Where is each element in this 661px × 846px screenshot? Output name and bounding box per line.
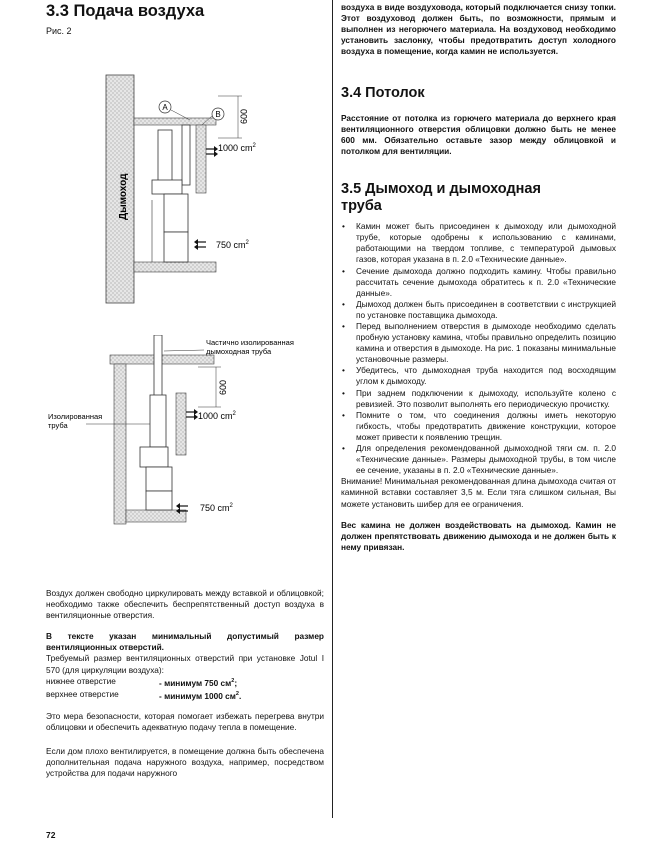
chimney-label: Дымоход [118, 173, 129, 220]
vent-bottom-label: 750 $cm^2$ [216, 240, 249, 250]
dimension-600-2: 600 [218, 379, 228, 395]
list-item: • Убедитесь, что дымоходная труба находится под восходящим углом к дымоходу. [341, 365, 616, 387]
paragraph-weight: Вес камина не должен воздействовать на дымоход. Камин не должен препятствовать движению дымохода и не должен быть к нему привязан. [341, 519, 616, 552]
air-supply-diagram-2 [46, 335, 316, 530]
label-insulated-2: труба [48, 421, 68, 430]
callout-b: B [215, 110, 221, 119]
paragraph-duct-continued: воздуха в виде воздуховода, который подключается снизу топки. Этот воздуховод должен быть, по возможности, прямым и выполнен из негорючего материала. На воздуховод необходимо установить заслонку, чтобы предотвратить доступ холодного воздуха в помещение, когда камин не используется. [341, 2, 616, 57]
row-lower-opening: нижнее отверстие - минимум 750 $см^2$; [46, 675, 238, 688]
paragraph-safety: Это мера безопасности, которая помогает избежать перегрева внутри облицовки и обеспечить адекватную подачу тепла в помещение. [46, 711, 324, 733]
section-heading-3-5: 3.5 Дымоход и дымоходная труба [341, 180, 541, 215]
label-partially-insulated: Частично изолированная [206, 338, 294, 347]
list-item: • При заднем подключении к дымоходу, используйте колено с ревизией. Это позволит выполнять его периодическую прочистку. [341, 388, 616, 410]
list-item: • Перед выполнением отверстия в дымоходе необходимо сделать пробную установку камина, чтобы правильно определить позицию камина и отверстия в дымоходе. На рис. 1 показаны минимальные установочные размеры. [341, 321, 616, 365]
vent-top-label: 1000 $cm^2$ [218, 143, 256, 153]
section-heading-3-3: 3.3 Подача воздуха [46, 2, 205, 20]
column-divider [332, 0, 333, 818]
paragraph-warning: Внимание! Минимальная рекомендованная длина дымохода считая от каминной вставки составляет 3,5 м. Если тяга слишком сильная, Вы можете установить шибер для ее ограничения. [341, 476, 616, 509]
right-column [341, 0, 616, 553]
left-text-block [46, 588, 324, 779]
paragraph-min-size-bold: В тексте указан минимальный допустимый размер вентиляционных отверстий. [46, 631, 324, 653]
paragraph-air-circulation: Воздух должен свободно циркулировать между вставкой и облицовкой; необходимо также обеспечить беспрепятственный доступ воздуха в вентиляционные отверстия. [46, 588, 324, 621]
vent-top-label-2: 1000 $cm^2$ [198, 411, 236, 421]
section-heading-3-4: 3.4 Потолок [341, 85, 425, 102]
list-item: • Для определения рекомендованной дымоходной тяги см. п. 2.0 «Технические данные». Размеры дымоходной трубы, в том числе ее сечение, указаны в п. 2.0 «Технические данные». [341, 443, 616, 476]
paragraph-ventilation: Если дом плохо вентилируется, в помещение должна быть обеспечена дополнительная подача наружного воздуха, например, посредством устройства для подачи наружного [46, 745, 324, 778]
vent-bottom-label-2: 750 $cm^2$ [200, 503, 233, 513]
label-partially-insulated-2: дымоходная труба [206, 347, 272, 356]
air-supply-diagram-1 [90, 70, 290, 305]
list-item: • Камин может быть присоединен к дымоходу или дымоходной трубе, которые одобрены к использованию с каминами, работающими на твердом топливе, с температурой дымовых газов, которая указана в п. 2.0 «Технические данные». [341, 221, 616, 265]
list-item: • Сечение дымохода должно подходить камину. Чтобы правильно рассчитать сечение дымохода обратитесь к п. 2.0 «Технические данные». [341, 266, 616, 299]
figure-label: Рис. 2 [46, 26, 72, 36]
paragraph-required-size: Требуемый размер вентиляционных отверстий при установке Jotul I 570 (для циркуляции воздуха): [46, 653, 324, 675]
label-insulated: Изолированная [48, 412, 103, 421]
list-item: • Дымоход должен быть присоединен в соответствии с инструкцией по установке поставщика дымохода. [341, 299, 616, 321]
dimension-600: 600 [239, 108, 249, 124]
page-number: 72 [46, 830, 56, 840]
row-upper-opening: верхнее отверстие - минимум 1000 $см^2$. [46, 688, 242, 701]
paragraph-ceiling: Расстояние от потолка из горючего материала до верхнего края вентиляционного отверстия облицовки должно быть не менее 600 мм. Обязательно оставьте зазор между облицовкой и потолком для вентиляции. [341, 112, 616, 156]
list-item: • Помните о том, что соединения должны иметь некоторую гибкость, чтобы предотвратить движение конструкции, которое может привести к появлению трещин. [341, 410, 616, 443]
callout-a: A [162, 103, 168, 112]
chimney-bullet-list [341, 221, 616, 476]
